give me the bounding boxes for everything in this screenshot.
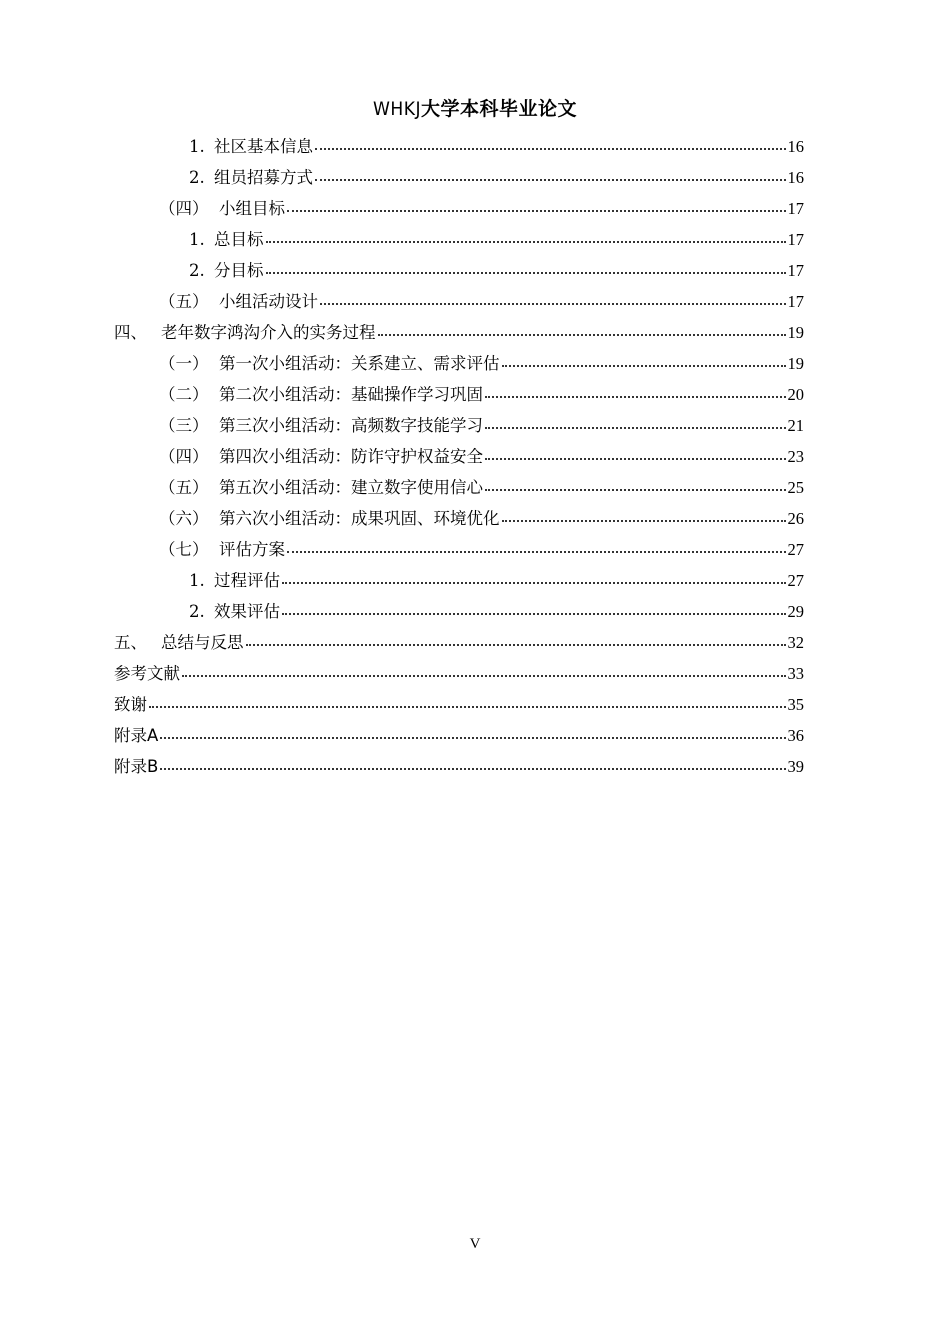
toc-entry-page: 27 — [787, 571, 804, 590]
dot-leader — [160, 768, 785, 770]
toc-entry-number: （五） — [159, 292, 209, 311]
toc-entry[interactable] — [114, 157, 804, 188]
toc-entry-number: （六） — [159, 509, 209, 528]
toc-entry-label — [114, 478, 483, 498]
toc-entry[interactable] — [114, 498, 804, 529]
toc-entry-title: 分目标 — [214, 261, 264, 280]
toc-entry[interactable] — [114, 653, 804, 684]
toc-entry-label — [114, 323, 376, 343]
running-header — [0, 94, 950, 121]
toc-entry-label — [114, 664, 180, 684]
toc-entry-title: 总目标 — [214, 230, 264, 249]
table-of-contents — [114, 126, 804, 777]
dot-leader — [246, 644, 786, 646]
toc-entry-page: 36 — [787, 726, 804, 745]
toc-entry-title: 评估方案 — [219, 540, 285, 559]
toc-entry-number: 1. — [189, 230, 205, 249]
toc-entry-title: 小组活动设计 — [219, 292, 318, 311]
toc-entry-label — [114, 261, 264, 281]
toc-entry-number: 四、 — [114, 323, 147, 342]
dot-leader — [485, 489, 786, 491]
toc-entry[interactable] — [114, 405, 804, 436]
toc-entry[interactable] — [114, 126, 804, 157]
toc-entry-title: 第二次小组活动：基础操作学习巩固 — [219, 385, 483, 404]
toc-entry-page: 17 — [787, 261, 804, 280]
dot-leader — [320, 303, 786, 305]
toc-entry-page: 39 — [787, 757, 804, 776]
toc-entry[interactable] — [114, 188, 804, 219]
toc-entry-page: 16 — [787, 168, 804, 187]
toc-entry-label — [114, 695, 147, 715]
dot-leader — [149, 706, 786, 708]
toc-entry-page: 17 — [787, 199, 804, 218]
dot-leader — [315, 148, 786, 150]
toc-entry-title: 第四次小组活动：防诈守护权益安全 — [219, 447, 483, 466]
dot-leader — [485, 396, 786, 398]
toc-entry-number: （四） — [159, 199, 209, 218]
toc-entry-label — [114, 571, 280, 591]
toc-entry-page: 19 — [787, 323, 804, 342]
toc-entry-page: 17 — [787, 292, 804, 311]
toc-entry-title: 过程评估 — [214, 571, 280, 590]
toc-entry-label — [114, 230, 264, 250]
toc-entry-title: 第一次小组活动：关系建立、需求评估 — [219, 354, 500, 373]
dot-leader — [315, 179, 786, 181]
dot-leader — [287, 551, 786, 553]
toc-entry-number: 2. — [189, 168, 205, 187]
toc-entry-label — [114, 137, 313, 157]
toc-entry-page: 19 — [787, 354, 804, 373]
toc-entry[interactable] — [114, 529, 804, 560]
toc-entry-number: 2. — [189, 602, 205, 621]
toc-entry-number: （三） — [159, 416, 209, 435]
toc-entry[interactable] — [114, 715, 804, 746]
dot-leader — [160, 737, 785, 739]
toc-entry-title: 组员招募方式 — [214, 168, 313, 187]
toc-entry-label — [114, 726, 158, 746]
dot-leader — [282, 613, 786, 615]
toc-entry-title: 小组目标 — [219, 199, 285, 218]
toc-entry-label — [114, 540, 285, 560]
toc-entry-page: 20 — [787, 385, 804, 404]
toc-entry[interactable] — [114, 312, 804, 343]
toc-entry-number: 1. — [189, 137, 205, 156]
toc-entry-page: 25 — [787, 478, 804, 497]
toc-entry-page: 26 — [787, 509, 804, 528]
header-title: 大学本科毕业论文 — [421, 98, 578, 120]
toc-entry-number: （二） — [159, 385, 209, 404]
toc-entry-label — [114, 509, 500, 529]
toc-entry-page: 29 — [787, 602, 804, 621]
dot-leader — [266, 241, 786, 243]
toc-entry[interactable] — [114, 560, 804, 591]
toc-entry-page: 32 — [787, 633, 804, 652]
toc-entry-label — [114, 292, 318, 312]
toc-entry-title: 附录B — [114, 757, 159, 776]
toc-entry-page: 23 — [787, 447, 804, 466]
toc-entry-number: （五） — [159, 478, 209, 497]
toc-entry-page: 35 — [787, 695, 804, 714]
toc-entry[interactable] — [114, 374, 804, 405]
toc-entry-title: 参考文献 — [114, 664, 180, 683]
toc-entry-label — [114, 633, 244, 653]
toc-entry[interactable] — [114, 467, 804, 498]
toc-entry-label — [114, 168, 313, 188]
toc-entry-page: 16 — [787, 137, 804, 156]
toc-entry-number: 1. — [189, 571, 205, 590]
dot-leader — [485, 458, 786, 460]
toc-entry-label — [114, 354, 500, 374]
toc-entry-label — [114, 416, 483, 436]
dot-leader — [282, 582, 786, 584]
toc-entry-label — [114, 602, 280, 622]
toc-entry[interactable] — [114, 343, 804, 374]
toc-entry-number: 五、 — [114, 633, 147, 652]
toc-entry[interactable] — [114, 436, 804, 467]
dot-leader — [502, 365, 786, 367]
toc-entry-title: 效果评估 — [214, 602, 280, 621]
toc-entry[interactable] — [114, 622, 804, 653]
toc-entry-label — [114, 447, 483, 467]
page-number: V — [469, 1236, 481, 1252]
toc-entry-page: 17 — [787, 230, 804, 249]
toc-entry-label — [114, 199, 285, 219]
toc-entry[interactable] — [114, 281, 804, 312]
dot-leader — [182, 675, 786, 677]
toc-entry-page: 21 — [787, 416, 804, 435]
toc-entry-number: （四） — [159, 447, 209, 466]
toc-entry[interactable] — [114, 219, 804, 250]
toc-entry[interactable] — [114, 684, 804, 715]
toc-entry-number: （七） — [159, 540, 209, 559]
toc-entry-title: 第六次小组活动：成果巩固、环境优化 — [219, 509, 500, 528]
toc-entry-title: 致谢 — [114, 695, 147, 714]
toc-entry-page: 33 — [787, 664, 804, 683]
toc-entry-number: 2. — [189, 261, 205, 280]
toc-entry-title: 附录A — [114, 726, 159, 745]
toc-entry[interactable] — [114, 591, 804, 622]
dot-leader — [485, 427, 786, 429]
toc-entry[interactable] — [114, 746, 804, 777]
toc-entry-title: 第三次小组活动：高频数字技能学习 — [219, 416, 483, 435]
dot-leader — [378, 334, 786, 336]
toc-entry-label — [114, 757, 158, 777]
toc-entry-title: 总结与反思 — [161, 633, 244, 652]
toc-entry-title: 第五次小组活动：建立数字使用信心 — [219, 478, 483, 497]
toc-entry-label — [114, 385, 483, 405]
toc-entry-page: 27 — [787, 540, 804, 559]
toc-entry-title: 社区基本信息 — [214, 137, 313, 156]
toc-entry-number: （一） — [159, 354, 209, 373]
header-school-code: WHKJ — [372, 98, 421, 120]
toc-entry-title: 老年数字鸿沟介入的实务过程 — [161, 323, 376, 342]
dot-leader — [502, 520, 786, 522]
dot-leader — [287, 210, 786, 212]
toc-entry[interactable] — [114, 250, 804, 281]
dot-leader — [266, 272, 786, 274]
